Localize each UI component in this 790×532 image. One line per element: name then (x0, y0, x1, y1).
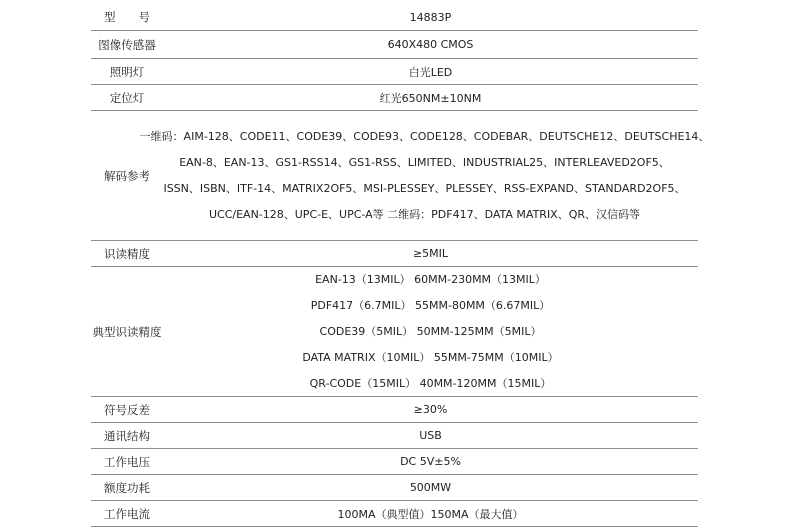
spec-row-current (91, 501, 698, 527)
spec-value-line: 640X480 CMOS (387, 38, 474, 51)
spec-value (163, 397, 698, 422)
spec-label: 典型识读精度 (92, 324, 162, 339)
spec-row-interface (91, 423, 698, 449)
spec-value-line: DC 5V±5% (400, 455, 461, 468)
spec-value-line: PDF417（6.7MIL） 55MM-80MM（6.67MIL） (310, 298, 551, 312)
spec-value-line: CODE39（5MIL） 50MM-125MM（5MIL） (319, 324, 542, 338)
spec-label: 照明灯 (109, 64, 145, 79)
spec-row-image-sensor (91, 31, 698, 59)
spec-value-line: 白光LED (408, 65, 453, 79)
spec-value-line: EAN-8、EAN-13、GS1-RSS14、GS1-RSS、LIMITED、INDUSTRIAL25、INTERLEAVED2OF5、 (179, 155, 670, 169)
spec-label: 定位灯 (109, 90, 145, 105)
spec-row-typical-range (91, 267, 698, 397)
spec-value (163, 4, 698, 30)
spec-value (163, 267, 698, 396)
spec-table (91, 4, 710, 527)
spec-value-line: DATA MATRIX（10MIL） 55MM-75MM（10MIL） (302, 350, 559, 364)
spec-value-line: 100MA（典型值）150MA（最大值） (337, 507, 524, 521)
spec-value-line: ≥30% (413, 403, 448, 416)
spec-label: 通讯结构 (104, 428, 150, 443)
spec-value (163, 31, 698, 58)
spec-label: 工作电压 (104, 454, 150, 469)
spec-value-line: 14883P (409, 10, 452, 24)
spec-row-model (91, 4, 698, 31)
spec-row-aimer (91, 85, 698, 111)
spec-value-line: UCC/EAN-128、UPC-E、UPC-A等 二维码：PDF417、DATA MATRIX、QR、汉信码等 (208, 207, 641, 221)
spec-value-line: 500MW (409, 481, 452, 494)
spec-value-line: 红光650NM±10NM (379, 91, 482, 105)
spec-value (131, 111, 718, 240)
spec-value-line: USB (419, 429, 442, 442)
spec-value (163, 501, 698, 526)
spec-value (163, 59, 698, 84)
spec-label: 图像传感器 (98, 37, 156, 52)
spec-label: 解码参考 (104, 168, 150, 183)
spec-value-line: ≥5MIL (412, 247, 449, 260)
spec-label: 符号反差 (104, 402, 150, 417)
spec-label: 识读精度 (104, 246, 150, 261)
spec-value (163, 449, 698, 474)
spec-row-decode (91, 111, 710, 241)
spec-value (163, 85, 698, 110)
spec-label: 额度功耗 (104, 480, 150, 495)
spec-value (163, 475, 698, 500)
spec-row-power (91, 475, 698, 501)
spec-row-illumination (91, 59, 698, 85)
spec-row-resolution (91, 241, 698, 267)
spec-value (163, 423, 698, 448)
spec-value-line: QR-CODE（15MIL） 40MM-120MM（15MIL） (309, 376, 552, 390)
spec-label: 工作电流 (104, 506, 150, 521)
spec-value-line: 一维码：AIM-128、CODE11、CODE39、CODE93、CODE128、CODEBAR、DEUTSCHE12、DEUTSCHE14、 (139, 129, 710, 143)
spec-value (163, 241, 698, 266)
spec-value-line: ISSN、ISBN、ITF-14、MATRIX2OF5、MSI-PLESSEY、PLESSEY、RSS-EXPAND、STANDARD2OF5、 (163, 181, 686, 195)
spec-row-contrast (91, 397, 698, 423)
spec-value-line: EAN-13（13MIL） 60MM-230MM（13MIL） (315, 272, 546, 286)
spec-label: 型 号 (104, 10, 150, 24)
spec-row-voltage (91, 449, 698, 475)
